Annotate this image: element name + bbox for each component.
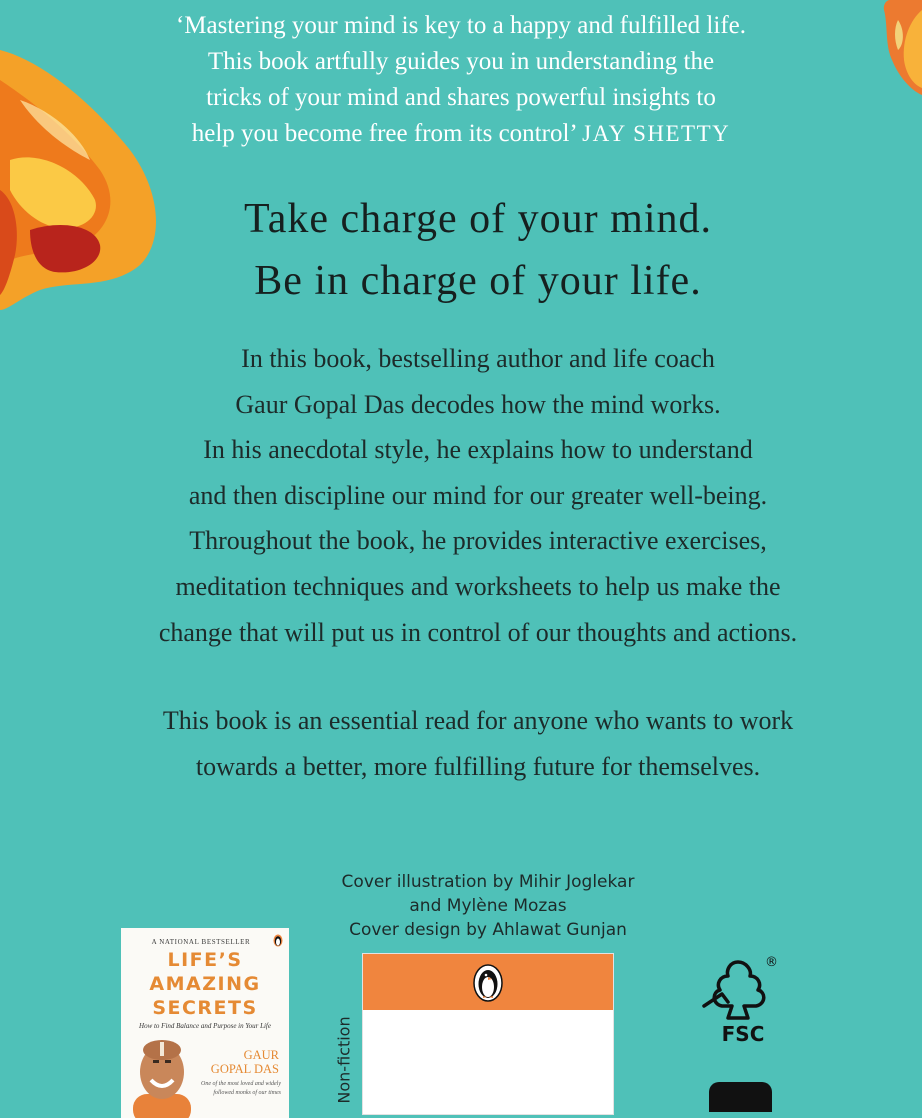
fsc-label: FSC (721, 1022, 765, 1046)
book-subtitle: How to Find Balance and Purpose in Your Life (139, 1022, 271, 1030)
publisher-barcode-box (362, 953, 614, 1115)
description-line: and then discipline our mind for our greater well-being. (188, 480, 768, 510)
book-blurb-line: followed monks of our times (213, 1090, 281, 1096)
closing-paragraph (0, 698, 922, 789)
book-title (121, 948, 289, 1020)
author-portrait (127, 1032, 197, 1118)
description-line: Throughout the book, he provides interactive exercises, (189, 526, 767, 556)
description-line: Gaur Gopal Das decodes how the mind works. (235, 389, 721, 419)
description (0, 336, 922, 655)
category-text: Non-fiction (334, 1016, 354, 1104)
credit-line: and Mylène Mozas (409, 896, 567, 916)
bestseller-tag: A NATIONAL BESTSELLER (151, 938, 251, 946)
quote-line: ‘Mastering your mind is key to a happy and fulfilled life. (175, 12, 746, 39)
description-line: In this book, bestselling author and life coach (241, 344, 715, 373)
description-line: change that will put us in control of our thoughts and actions. (158, 617, 798, 647)
closing-line: towards a better, more fulfilling future for themselves. (195, 751, 761, 781)
book-author-line: GAUR (243, 1048, 279, 1062)
quote-line: This book artfully guides you in understanding the (207, 48, 715, 75)
quote-line-last (0, 116, 922, 152)
cover-credits (300, 870, 676, 942)
quote-line: tricks of your mind and shares powerful insights to (206, 84, 716, 111)
black-logo-block (709, 1082, 772, 1112)
quote-attribution: JAY SHETTY (582, 121, 731, 146)
book-title-line: SECRETS (152, 997, 258, 1019)
category-label (333, 1014, 355, 1106)
book-author-line: GOPAL DAS (210, 1062, 279, 1076)
description-line: meditation techniques and worksheets to help us make the (175, 571, 781, 601)
credit-line: Cover illustration by Mihir Joglekar (341, 872, 635, 892)
book-author (211, 1048, 279, 1076)
description-line: In his anecdotal style, he explains how to understand (203, 435, 753, 465)
related-book-cover (121, 928, 289, 1118)
penguin-logo (473, 964, 503, 1002)
penguin-logo (273, 934, 283, 947)
headline-line: Be in charge of your life. (254, 258, 702, 304)
book-title-line: LIFE’S (167, 949, 243, 971)
credit-line: Cover design by Ahlawat Gunjan (349, 920, 627, 940)
headline-line: Take charge of your mind. (244, 196, 712, 242)
fsc-registered-mark: ® (765, 955, 778, 970)
book-title-line: AMAZING (149, 973, 261, 995)
book-blurb (181, 1080, 281, 1098)
closing-line: This book is an essential read for anyone who wants to work (162, 706, 794, 735)
book-blurb-line: One of the most loved and widely (201, 1081, 281, 1087)
endorsement-quote (0, 8, 922, 152)
quote-line: help you become free from its control’ (191, 120, 576, 147)
headline (0, 188, 922, 312)
